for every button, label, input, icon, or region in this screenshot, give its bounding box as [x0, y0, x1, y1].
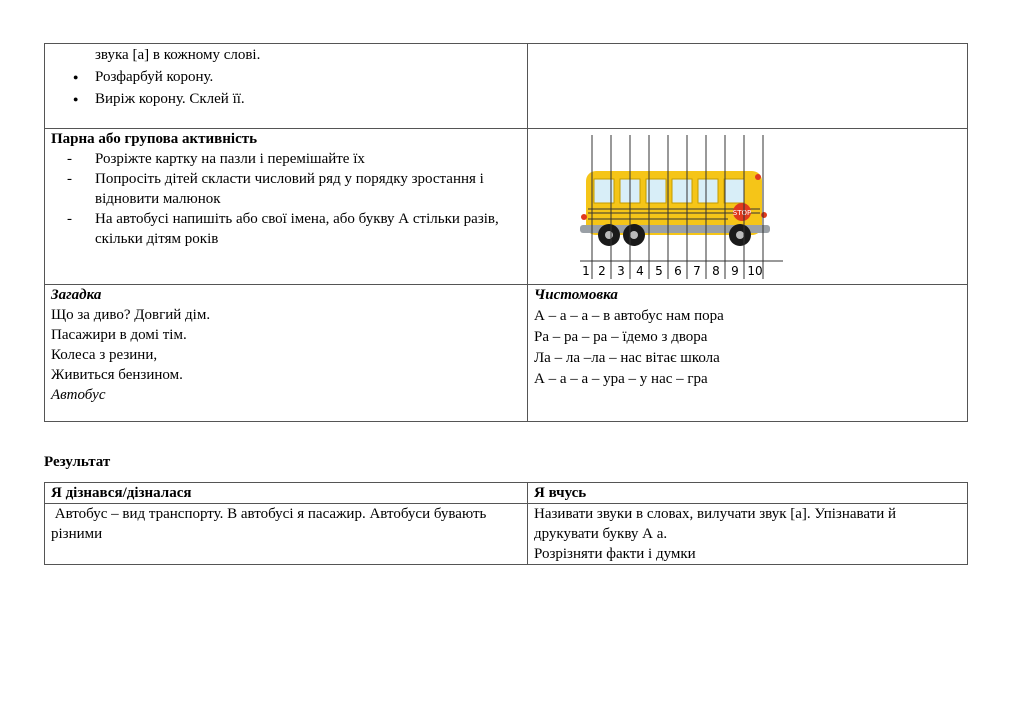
learning-header: Я вчусь [528, 483, 968, 504]
stop-sign-text: STOP [732, 209, 752, 217]
list-item: - На автобусі напишіть або свої імена, або букву А стільки разів, скільки дітям років [51, 209, 521, 249]
group-activity-list [51, 149, 521, 249]
table-header-row [45, 483, 968, 504]
bus-window [672, 179, 692, 203]
task-continuation-text: звука [а] в кожному слові. [95, 47, 261, 63]
learned-text: Автобус – вид транспорту. В автобусі я пасажир. Автобуси бувають різними [45, 504, 528, 565]
tongue-twister-cell [528, 285, 968, 422]
number-label: 2 [598, 264, 606, 278]
table-row [45, 504, 968, 565]
number-label: 9 [731, 264, 739, 278]
learning-cell [528, 504, 968, 565]
list-item: ● Виріж корону. Склей її. [51, 88, 521, 110]
learning-text: Називати звуки в словах, вилучати звук [а]. Упізнавати й друкувати букву А а. [534, 506, 897, 542]
bus-puzzle-illustration [578, 131, 788, 281]
tongue-twister-line: Ла – ла –ла – нас вітає школа [534, 350, 720, 366]
result-table [44, 482, 968, 565]
number-label: 5 [655, 264, 663, 278]
riddle-line: Пасажири в домі тім. [51, 327, 187, 343]
number-label: 8 [712, 264, 720, 278]
bus-light [581, 214, 587, 220]
bus-hubcap [605, 231, 613, 239]
number-label: 6 [674, 264, 682, 278]
table-row [45, 285, 968, 422]
number-label: 7 [693, 264, 701, 278]
number-label: 1 [582, 264, 590, 278]
learned-header: Я дізнався/дізналася [45, 483, 528, 504]
list-item: - Попросіть дітей скласти числовий ряд у порядку зростання і відновити малюнок [51, 169, 521, 209]
result-heading: Результат [44, 454, 111, 470]
bus-number-puzzle [578, 131, 788, 281]
riddle-answer: Автобус [51, 387, 106, 403]
empty-cell [528, 44, 968, 129]
activity-table [44, 43, 968, 422]
bus-light [761, 212, 767, 218]
tongue-twister-line: А – а – а – ура – у нас – гра [534, 371, 708, 387]
tongue-twister-line: А – а – а – в автобус нам пора [534, 308, 724, 324]
riddle-line: Живиться бензином. [51, 367, 183, 383]
tongue-twister-line: Ра – ра – ра – їдемо з двора [534, 329, 708, 345]
bus-window [724, 179, 744, 203]
number-label: 3 [617, 264, 625, 278]
individual-task-cell [45, 44, 528, 129]
riddle-line: Що за диво? Довгий дім. [51, 307, 211, 323]
number-label: 10 [747, 264, 763, 278]
riddle-title: Загадка [51, 287, 102, 303]
table-row [45, 44, 968, 129]
tongue-twister-title: Чистомовка [534, 287, 618, 303]
task-bullet-list [51, 66, 521, 110]
learning-text: Розрізняти факти і думки [534, 546, 696, 562]
number-label: 4 [636, 264, 644, 278]
riddle-line: Колеса з резини, [51, 347, 158, 363]
bus-hubcap [736, 231, 744, 239]
group-activity-title: Парна або групова активність [51, 131, 258, 147]
bus-window [698, 179, 718, 203]
puzzle-image-cell [528, 129, 968, 285]
table-row [45, 129, 968, 285]
bus-light [755, 174, 761, 180]
group-activity-cell [45, 129, 528, 285]
list-item: ● Розфарбуй корону. [51, 66, 521, 88]
bus-hubcap [630, 231, 638, 239]
list-item: - Розріжте картку на пазли і перемішайте їх [51, 149, 521, 169]
riddle-cell [45, 285, 528, 422]
